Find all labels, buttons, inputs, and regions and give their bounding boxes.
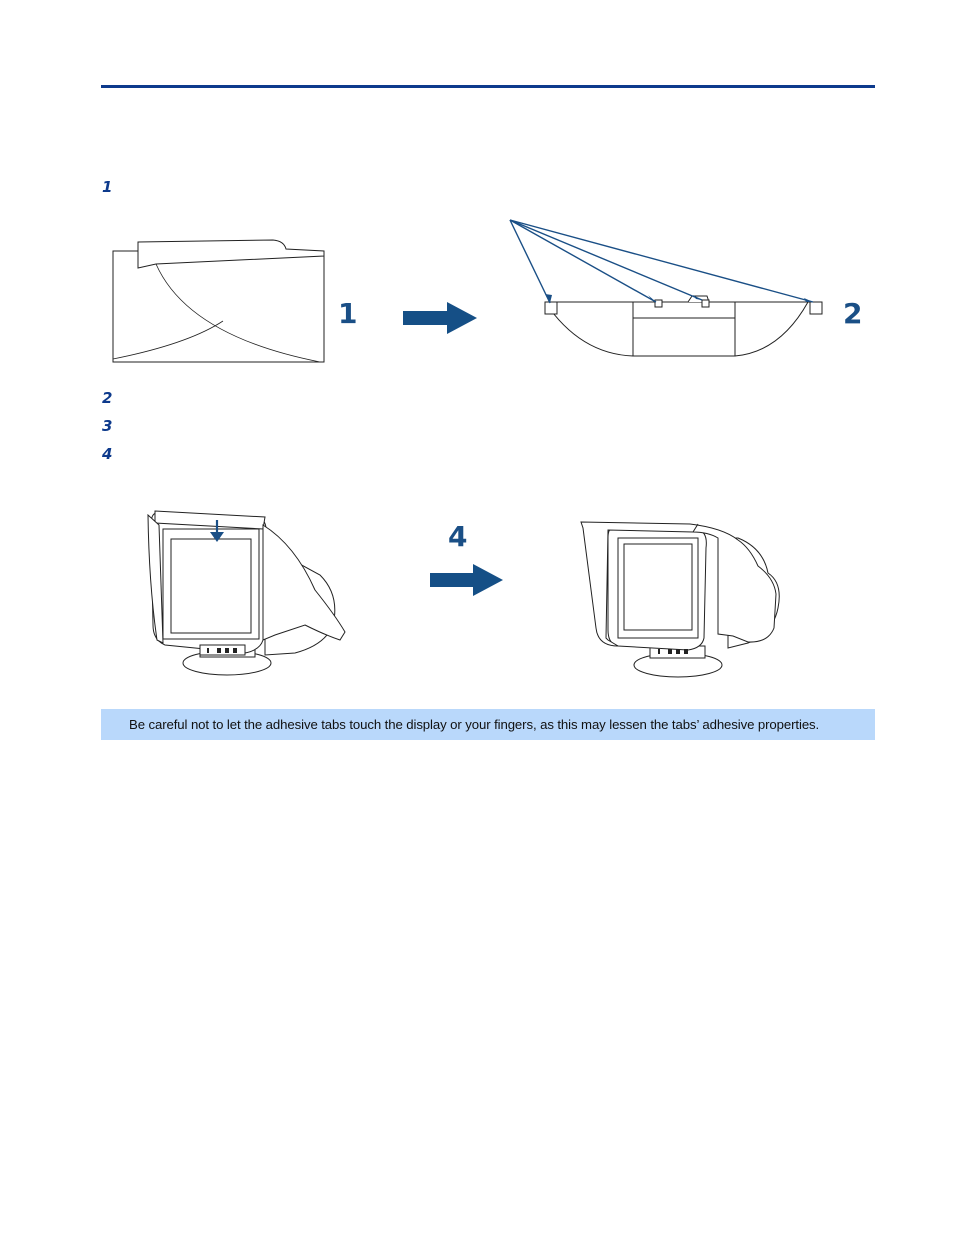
monitor-hood-attached-illustration	[578, 518, 784, 680]
figure-label-2: 2	[843, 297, 863, 330]
step-number-2: 2	[102, 389, 113, 407]
folded-hood-illustration	[108, 236, 330, 368]
monitor-hood-attach-illustration	[145, 505, 355, 680]
figure-label-1: 1	[338, 297, 358, 330]
right-arrow-icon	[403, 302, 477, 334]
step-number-4: 4	[102, 445, 113, 463]
figure-label-4: 4	[448, 520, 468, 553]
unfolded-hood-illustration	[500, 214, 835, 364]
caution-note: Be careful not to let the adhesive tabs touch the display or your fingers, as this may lessen the tabs’ adhesive properties.	[101, 709, 875, 740]
step-number-3: 3	[102, 417, 113, 435]
header-rule	[101, 85, 875, 88]
right-arrow-icon-2	[430, 564, 503, 596]
step-number-1: 1	[102, 178, 113, 196]
